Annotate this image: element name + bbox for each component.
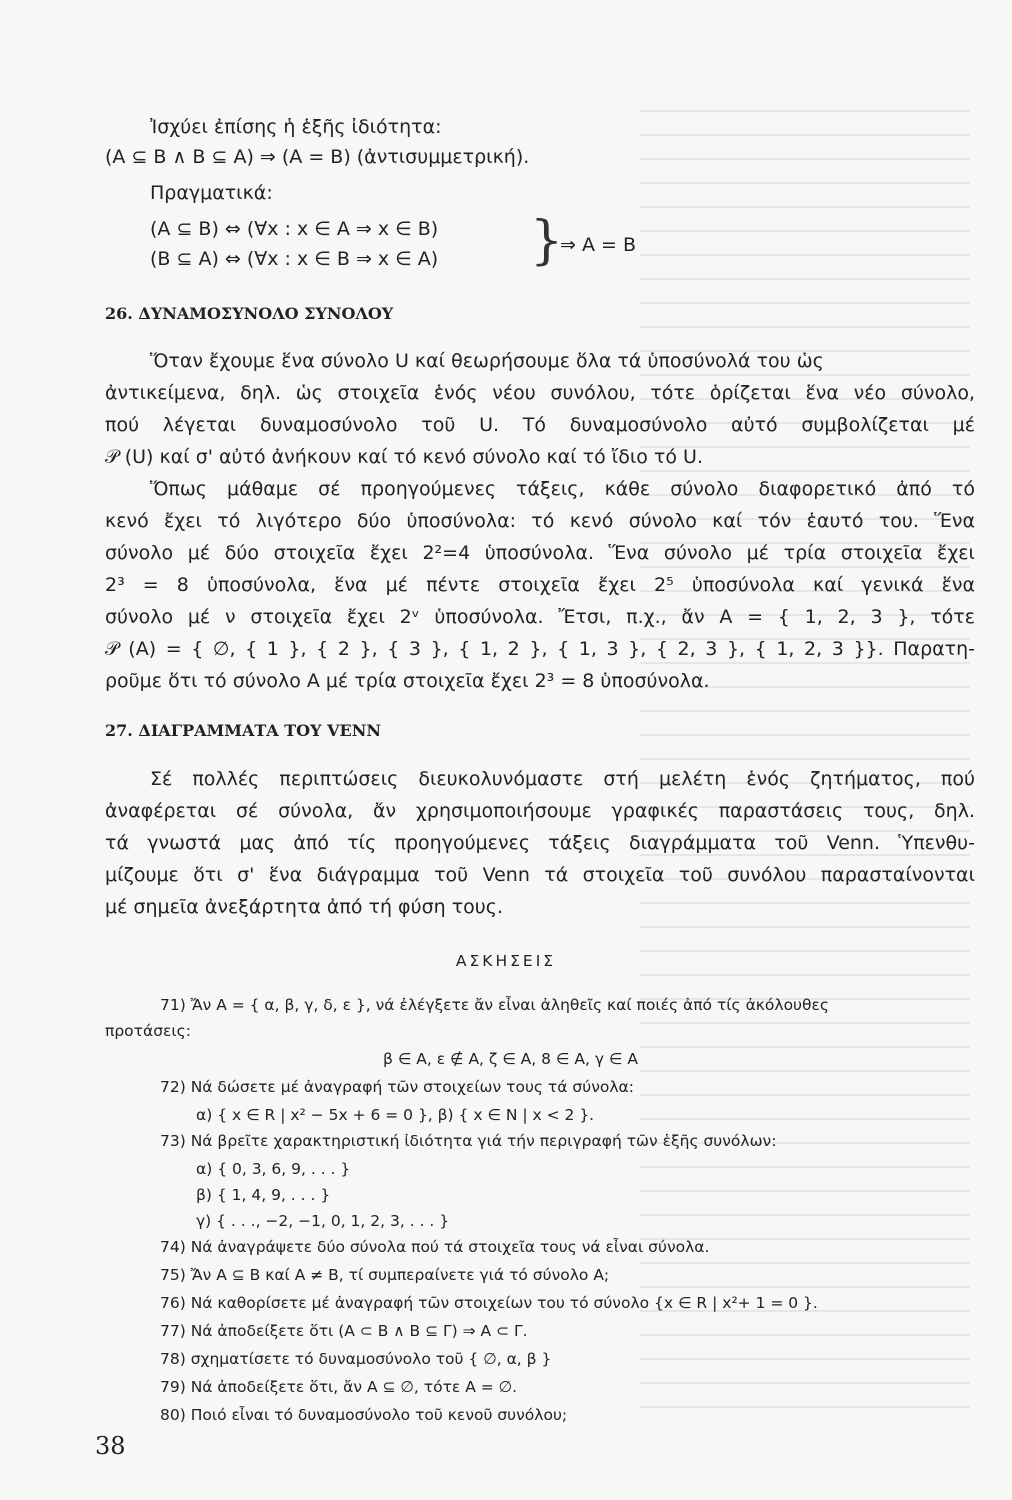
- exercise-72: 72) Νά δώσετε μέ ἀναγραφή τῶν στοιχείων τους τά σύνολα:: [160, 1078, 634, 1096]
- s27-line: μίζουμε ὅτι σ' ἕνα διάγραμμα τοῦ Venn τά στοιχεῖα τοῦ συνόλου παρασταίνονται: [105, 864, 975, 886]
- s26-line: ροῦμε ὅτι τό σύνολο A μέ τρία στοιχεῖα ἔχει 2³ = 8 ὑποσύνολα.: [105, 670, 710, 692]
- exercise-73-a: α) { 0, 3, 6, 9, . . . }: [196, 1160, 351, 1178]
- exercise-76: 76) Νά καθορίσετε μέ ἀναγραφή τῶν στοιχείων του τό σύνολο {x ∈ R | x²+ 1 = 0 }.: [160, 1294, 818, 1312]
- s26-line: πού λέγεται δυναμοσύνολο τοῦ U. Τό δυναμοσύνολο αὐτό συμβολίζεται μέ: [105, 414, 975, 436]
- exercise-71-props: β ∈ A, ε ∉ A, ζ ∈ A, 8 ∈ A, γ ∈ A: [383, 1050, 638, 1068]
- s26-line: Ὅπως μάθαμε σέ προηγούμενες τάξεις, κάθε σύνολο διαφορετικό ἀπό τό: [150, 478, 975, 500]
- exercise-71: 71) Ἄν A = { α, β, γ, δ, ε }, νά ἐλέγξετε ἄν εἶναι ἀληθεῖς καί ποιές ἀπό τίς ἀκόλουθες: [160, 996, 829, 1014]
- s26-line: σύνολο μέ ν στοιχεῖα ἔχει 2ᵛ ὑποσύνολα. Ἔτσι, π.χ., ἄν A = { 1, 2, 3 }, τότε: [105, 606, 975, 628]
- s26-line: ἀντικείμενα, δηλ. ὡς στοιχεῖα ἑνός νέου συνόλου, τότε ὁρίζεται ἕνα νέο σύνολο,: [105, 382, 975, 404]
- exercise-73-c: γ) { . . ., −2, −1, 0, 1, 2, 3, . . . }: [196, 1212, 450, 1230]
- s26-line: 2³ = 8 ὑποσύνολα, ἕνα μέ πέντε στοιχεῖα ἔχει 2⁵ ὑποσύνολα καί γενικά ἕνα: [105, 574, 975, 596]
- s26-line: κενό ἔχει τό λιγότερο δύο ὑποσύνολα: τό κενό σύνολο καί τόν ἑαυτό του. Ἕνα: [105, 510, 975, 532]
- intro-line-4: (A ⊆ B) ⇔ (∀x : x ∈ A ⇒ x ∈ B): [150, 218, 439, 240]
- exercise-77: 77) Νά ἀποδείξετε ὅτι (A ⊂ B ∧ B ⊆ Γ) ⇒ A ⊂ Γ.: [160, 1322, 528, 1340]
- curly-brace-icon: }: [530, 211, 564, 271]
- exercise-73: 73) Νά βρεῖτε χαρακτηριστική ἰδιότητα γιά τήν περιγραφή τῶν ἑξῆς συνόλων:: [160, 1132, 777, 1150]
- s26-line: 𝒫 (A) = { ∅, { 1 }, { 2 }, { 3 }, { 1, 2 }, { 1, 3 }, { 2, 3 }, { 1, 2, 3 }}. Παρατη-: [105, 638, 975, 660]
- section-26-title: 26. ΔΥΝΑΜΟΣΥΝΟΛΟ ΣΥΝΟΛΟΥ: [105, 304, 394, 323]
- intro-line-3: Πραγματικά:: [150, 182, 273, 204]
- intro-line-2: (A ⊆ B ∧ B ⊆ A) ⇒ (A = B) (ἀντισυμμετρική).: [105, 146, 530, 168]
- s27-line: μέ σημεῖα ἀνεξάρτητα ἀπό τή φύση τους.: [105, 896, 503, 918]
- exercise-74: 74) Νά ἀναγράψετε δύο σύνολα πού τά στοιχεῖα τους νά εἶναι σύνολα.: [160, 1238, 710, 1256]
- s26-line: σύνολο μέ δύο στοιχεῖα ἔχει 2²=4 ὑποσύνολα. Ἕνα σύνολο μέ τρία στοιχεῖα ἔχει: [105, 542, 975, 564]
- exercise-79: 79) Νά ἀποδείξετε ὅτι, ἄν A ⊆ ∅, τότε A = ∅.: [160, 1378, 518, 1396]
- page-number: 38: [95, 1432, 126, 1460]
- s27-line: τά γνωστά μας ἀπό τίς προηγούμενες τάξεις διαγράμματα τοῦ Venn. Ὑπενθυ-: [105, 832, 975, 854]
- exercises-heading: ΑΣΚΗΣΕΙΣ: [455, 952, 557, 970]
- exercise-73-b: β) { 1, 4, 9, . . . }: [196, 1186, 331, 1204]
- section-27-title: 27. ΔΙΑΓΡΑΜΜΑΤΑ ΤΟΥ VENN: [105, 721, 381, 740]
- bleed-through-decoration: [640, 110, 970, 1410]
- exercise-72-sets: α) { x ∈ R | x² − 5x + 6 = 0 }, β) { x ∈ N | x < 2 }.: [196, 1106, 595, 1124]
- intro-result: ⇒ A = B: [560, 234, 636, 256]
- s26-line: Ὅταν ἔχουμε ἕνα σύνολο U καί θεωρήσουμε ὅλα τά ὑποσύνολά του ὡς: [150, 350, 824, 372]
- intro-line-5: (B ⊆ A) ⇔ (∀x : x ∈ B ⇒ x ∈ A): [150, 248, 439, 270]
- exercise-71-cont: προτάσεις:: [105, 1022, 191, 1040]
- s26-line: 𝒫 (U) καί σ' αὐτό ἀνήκουν καί τό κενό σύνολο καί τό ἴδιο τό U.: [105, 446, 703, 468]
- intro-line-1: Ἰσχύει ἐπίσης ἡ ἑξῆς ἰδιότητα:: [150, 116, 442, 138]
- exercise-75: 75) Ἄν A ⊆ B καί A ≠ B, τί συμπεραίνετε γιά τό σύνολο A;: [160, 1266, 610, 1284]
- s27-line: ἀναφέρεται σέ σύνολα, ἄν χρησιμοποιήσουμε γραφικές παραστάσεις τους, δηλ.: [105, 800, 975, 822]
- exercise-80: 80) Ποιό εἶναι τό δυναμοσύνολο τοῦ κενοῦ συνόλου;: [160, 1406, 568, 1424]
- exercise-78: 78) σχηματίσετε τό δυναμοσύνολο τοῦ { ∅, α, β }: [160, 1350, 552, 1368]
- s27-line: Σέ πολλές περιπτώσεις διευκολυνόμαστε στή μελέτη ἑνός ζητήματος, πού: [150, 768, 975, 790]
